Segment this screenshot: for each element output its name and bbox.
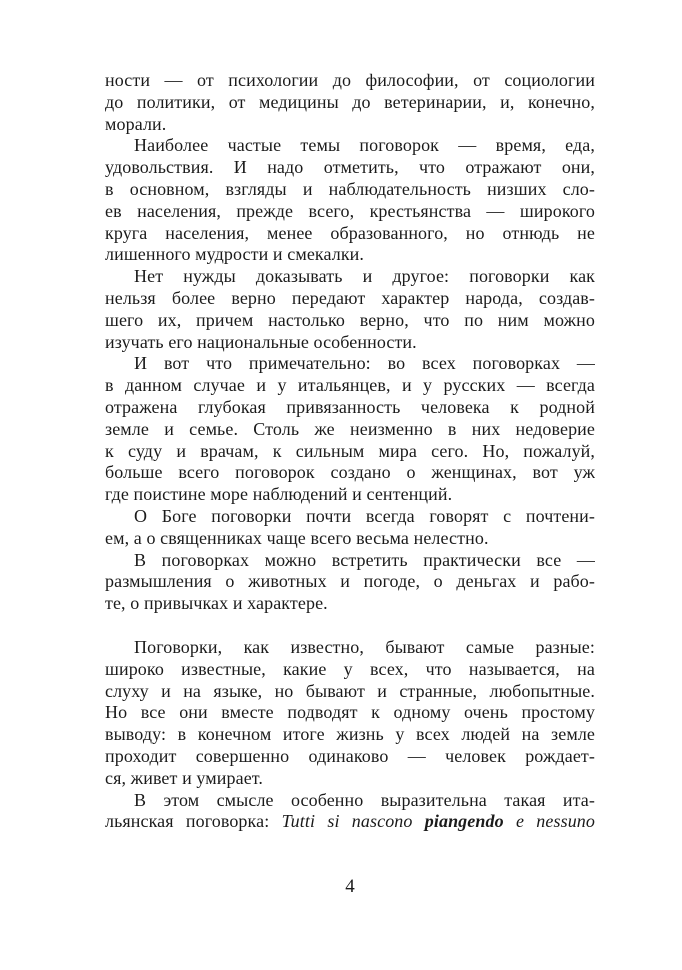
text-line: где поистине море наблюдений и сентенций. (105, 484, 453, 505)
text-line: ся, живет и умирает. (105, 767, 263, 788)
paragraph (105, 353, 595, 506)
text-line: отражена глубокая привязанность человека к родной (105, 396, 595, 417)
italian-proverb-text: Tutti si nascono (281, 811, 425, 832)
text-line: до политики, от медицины до ветеринарии, и, конечно, (105, 91, 595, 112)
text-line: Поговорки, как известно, бывают самые разные: (134, 636, 595, 657)
paragraph (105, 266, 595, 353)
paragraph (105, 637, 595, 790)
text-line: О Боге поговорки почти всегда говорят с почтени- (134, 505, 595, 526)
text-line: В поговорках можно встретить практически все — (134, 549, 595, 570)
text-line: размышления о животных и погоде, о деньгах и рабо- (105, 571, 595, 592)
text-line: В этом смысле особенно выразительна такая ита- (134, 789, 595, 810)
text-line: к суду и врачам, к сильным мира сего. Но, пожалуй, (105, 440, 595, 461)
text-line: И вот что примечательно: во всех поговорках — (134, 353, 595, 374)
text-line: проходит совершенно одинаково — человек рождает- (105, 745, 595, 766)
text-line: больше всего поговорок создано о женщинах, вот уж (105, 462, 595, 483)
text-line: Нет нужды доказывать и другое: поговорки как (134, 266, 595, 287)
text-line: Но все они вместе подводят к одному очень простому (105, 702, 595, 723)
text-line: круга населения, менее образованного, но отнюдь не (105, 222, 595, 243)
paragraph (105, 135, 595, 266)
paragraph (105, 790, 595, 834)
text-line: морали. (105, 113, 167, 134)
italian-proverb-text: piangendo (424, 811, 504, 832)
paragraph (105, 70, 595, 135)
text-line: ности — от психологии до философии, от социологии (105, 70, 595, 90)
text-line: ем, а о священниках чаще всего весьма нелестно. (105, 527, 489, 548)
text-line: лишенного мудрости и смекалки. (105, 244, 364, 265)
text-line: изучать его национальные особенности. (105, 331, 417, 352)
italian-proverb-text: e nessuno (503, 811, 595, 832)
paragraph (105, 550, 595, 615)
text-line: Наиболее частые темы поговорок — время, еда, (134, 135, 595, 156)
text-line: те, о привычках и характере. (105, 593, 328, 614)
text-line: нельзя более верно передают характер народа, создав- (105, 287, 595, 308)
text-line: в основном, взгляды и наблюдательность низших сло- (105, 178, 595, 199)
text-line: в данном случае и у итальянцев, и у русских — всегда (105, 375, 595, 396)
text-line: земле и семье. Столь же неизменно в них недоверие (105, 418, 595, 439)
text-line: шего их, причем настолько верно, что по ним можно (105, 309, 595, 330)
text-line (105, 811, 595, 833)
text-line: слуху и на языке, но бывают и странные, любопытные. (105, 680, 595, 701)
page-number: 4 (345, 876, 355, 897)
text-segment: льянская поговорка: (105, 811, 282, 832)
text-line: широко известные, какие у всех, что называется, на (105, 658, 595, 679)
text-line: удовольствия. И надо отметить, что отражают они, (105, 157, 595, 178)
text-line: выводу: в конечном итоге жизнь у всех людей на земле (105, 724, 595, 745)
text-line: ев населения, прежде всего, крестьянства — широкого (105, 200, 595, 221)
paragraph (105, 506, 595, 550)
text-block (105, 70, 595, 833)
